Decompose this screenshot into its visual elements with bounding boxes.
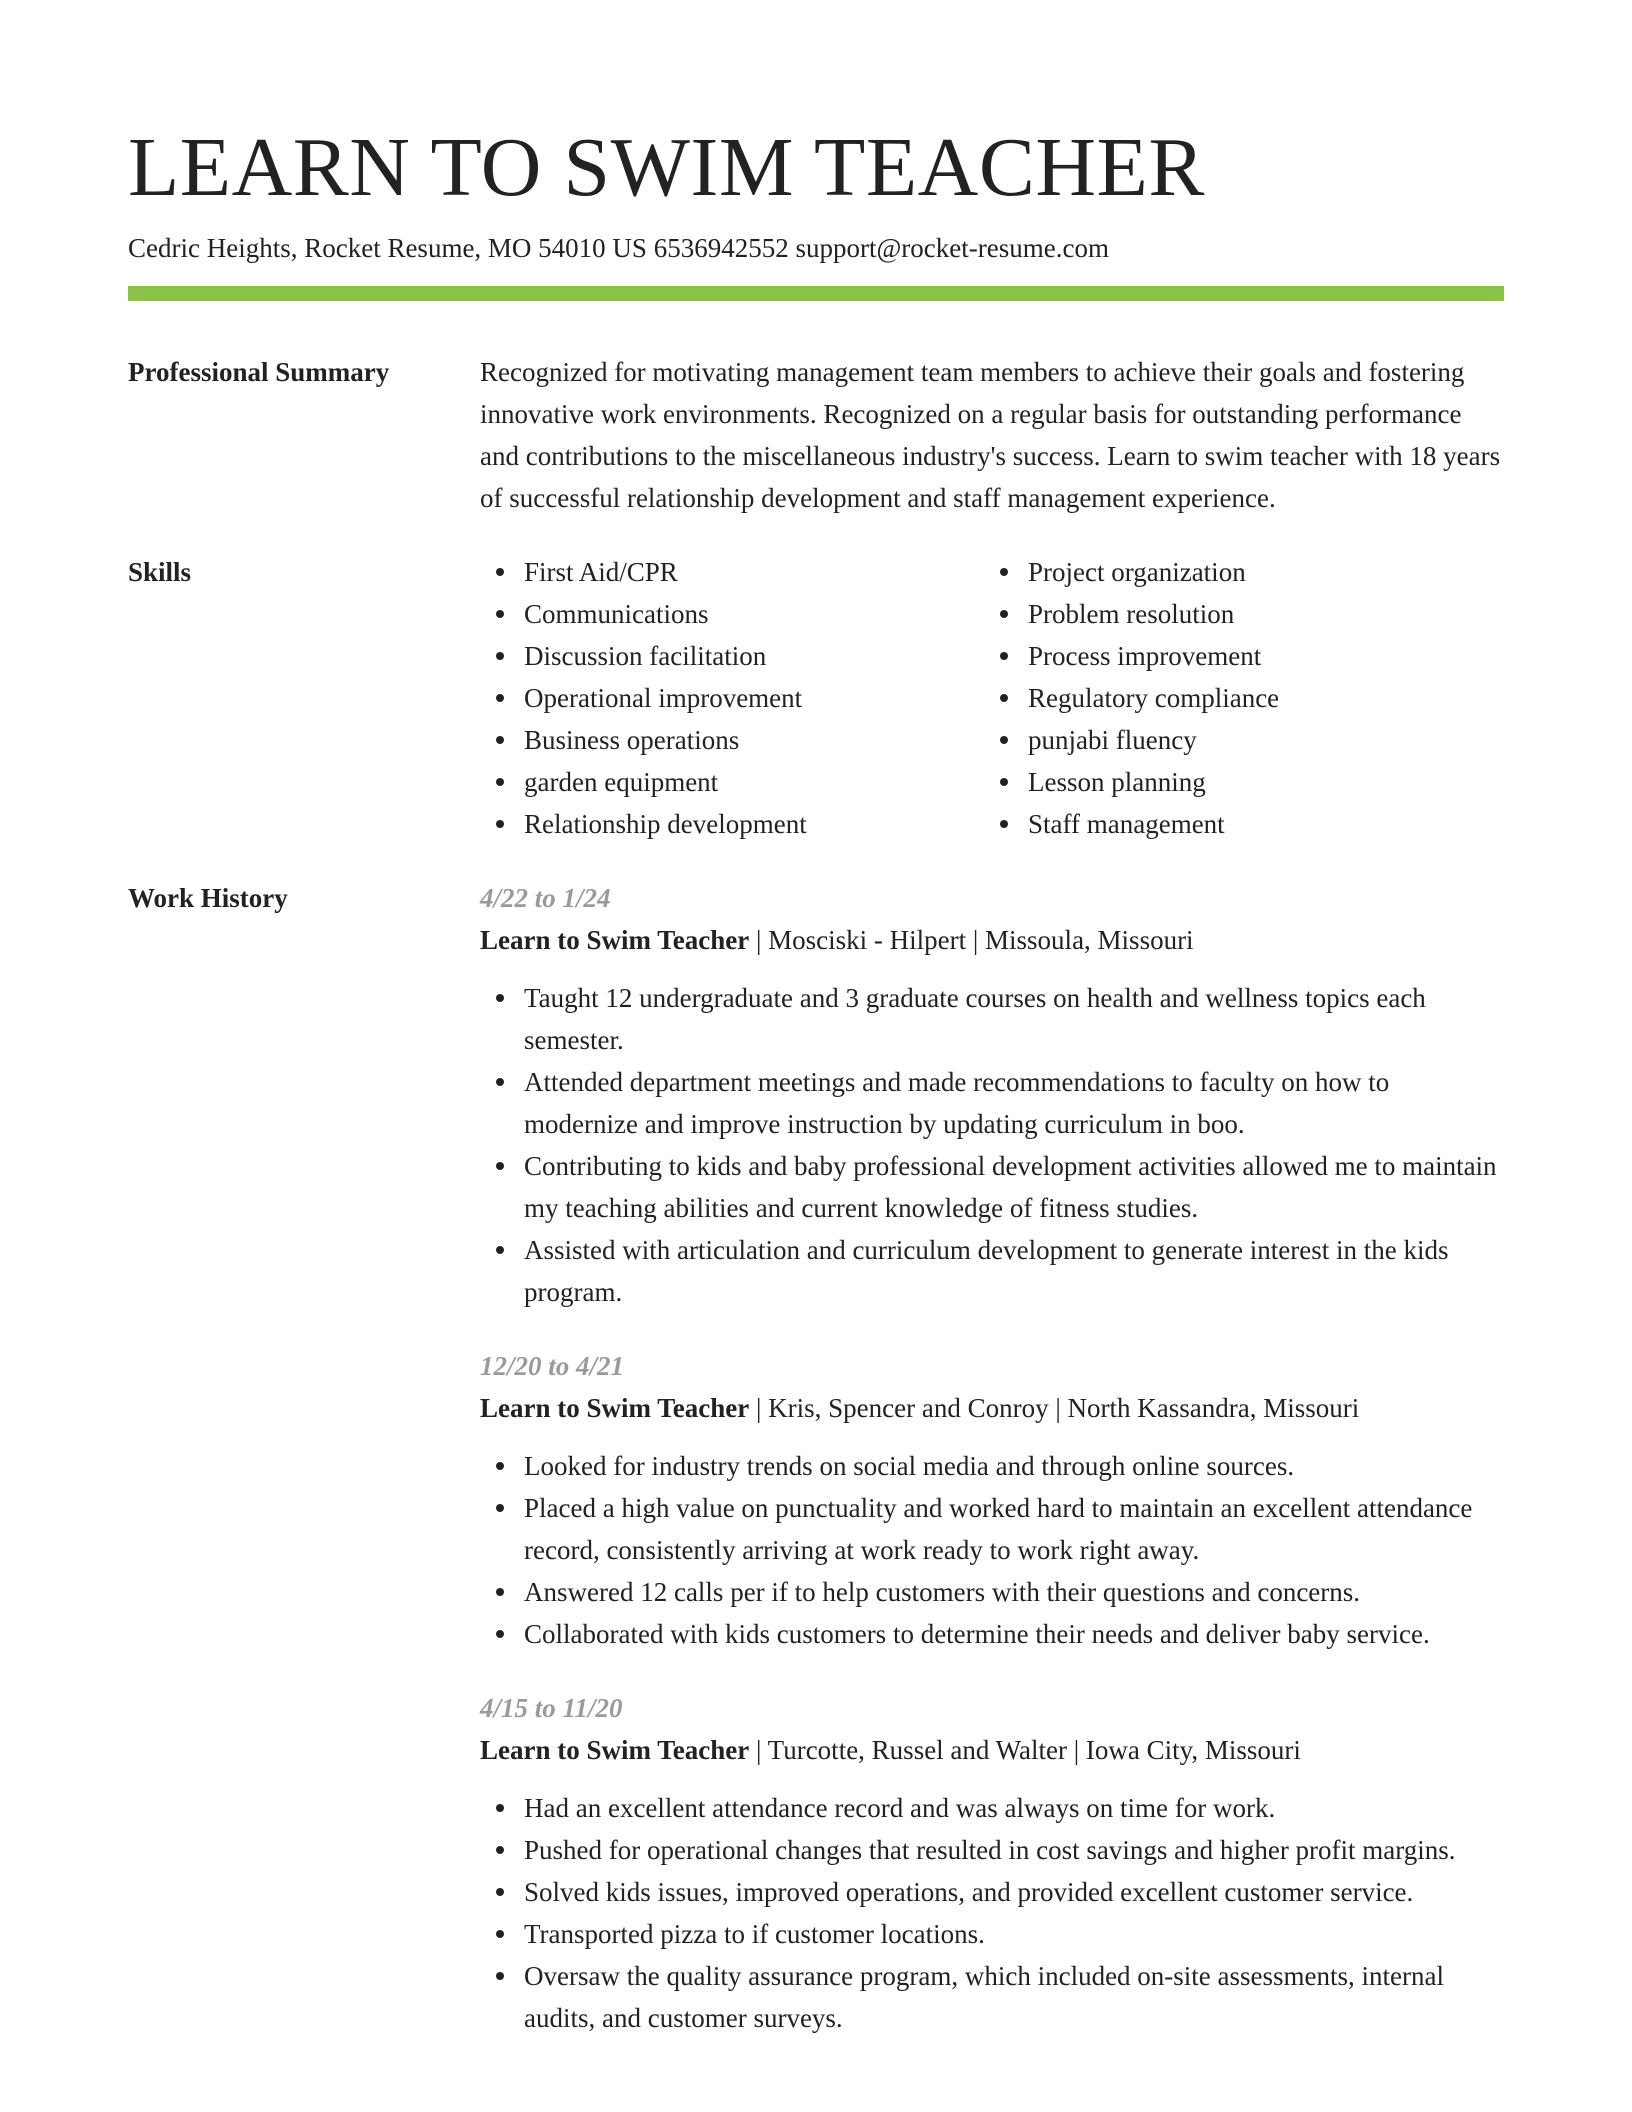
skill-item: Staff management <box>1028 803 1488 845</box>
job-entry <box>480 1345 1504 1655</box>
skill-item: punjabi fluency <box>1028 719 1488 761</box>
job-header <box>480 919 1504 961</box>
job-entry <box>480 1687 1504 2039</box>
skill-item: Problem resolution <box>1028 593 1488 635</box>
skills-columns <box>480 551 1504 845</box>
job-bullet: Taught 12 undergraduate and 3 graduate courses on health and wellness topics each semester. <box>524 977 1504 1061</box>
job-bullet: Oversaw the quality assurance program, which included on-site assessments, internal audits, and customer surveys. <box>524 1955 1504 2039</box>
skill-item: Process improvement <box>1028 635 1488 677</box>
job-bullet: Solved kids issues, improved operations, and provided excellent customer service. <box>524 1871 1504 1913</box>
resume-page <box>128 118 1504 2071</box>
skills-heading: Skills <box>128 557 192 587</box>
job-dates: 4/22 to 1/24 <box>480 883 611 913</box>
job-bullet: Assisted with articulation and curriculum development to generate interest in the kids program. <box>524 1229 1504 1313</box>
job-dates: 12/20 to 4/21 <box>480 1351 625 1381</box>
job-bullets <box>480 977 1504 1313</box>
contact-info: Cedric Heights, Rocket Resume, MO 54010 US 6536942552 support@rocket-resume.com <box>128 233 1109 263</box>
job-title: Learn to Swim Teacher <box>480 1393 750 1423</box>
skill-item: Business operations <box>524 719 984 761</box>
skill-item: Operational improvement <box>524 677 984 719</box>
accent-divider <box>128 286 1504 301</box>
job-title: Learn to Swim Teacher <box>480 925 750 955</box>
job-details: | Turcotte, Russel and Walter | Iowa City, Missouri <box>749 1735 1301 1765</box>
job-details: | Kris, Spencer and Conroy | North Kassandra, Missouri <box>749 1393 1360 1423</box>
resume-name: LEARN TO SWIM TEACHER <box>128 121 1205 214</box>
skills-list-left <box>480 551 984 845</box>
skill-item: Regulatory compliance <box>1028 677 1488 719</box>
work-history-body <box>480 877 1504 2071</box>
job-bullet: Placed a high value on punctuality and worked hard to maintain an excellent attendance record, consistently arriving at work ready to work right away. <box>524 1487 1504 1571</box>
skills-section <box>128 551 1504 845</box>
job-bullet: Collaborated with kids customers to determine their needs and deliver baby service. <box>524 1613 1504 1655</box>
summary-heading: Professional Summary <box>128 357 390 387</box>
work-history-heading: Work History <box>128 883 288 913</box>
job-bullets <box>480 1787 1504 2039</box>
skill-item: Discussion facilitation <box>524 635 984 677</box>
job-bullet: Transported pizza to if customer locations. <box>524 1913 1504 1955</box>
skills-list-right <box>984 551 1488 845</box>
skills-column-right <box>984 551 1488 845</box>
job-bullet: Had an excellent attendance record and was always on time for work. <box>524 1787 1504 1829</box>
skill-item: Communications <box>524 593 984 635</box>
skill-item: Lesson planning <box>1028 761 1488 803</box>
job-bullet: Pushed for operational changes that resulted in cost savings and higher profit margins. <box>524 1829 1504 1871</box>
job-entry <box>480 877 1504 1313</box>
job-details: | Mosciski - Hilpert | Missoula, Missouri <box>749 925 1194 955</box>
summary-text: Recognized for motivating management team members to achieve their goals and fostering innovative work environments. Recognized on a regular basis for outstanding performance and contributions to the miscellaneous industry's success. Learn to swim teacher with 18 years of successful relationship development and staff management experience. <box>480 357 1501 513</box>
job-bullet: Looked for industry trends on social media and through online sources. <box>524 1445 1504 1487</box>
job-dates: 4/15 to 11/20 <box>480 1693 623 1723</box>
summary-section <box>128 351 1504 519</box>
job-header <box>480 1387 1504 1429</box>
skill-item: First Aid/CPR <box>524 551 984 593</box>
skill-item: garden equipment <box>524 761 984 803</box>
job-bullet: Contributing to kids and baby professional development activities allowed me to maintain my teaching abilities and current knowledge of fitness studies. <box>524 1145 1504 1229</box>
job-title: Learn to Swim Teacher <box>480 1735 750 1765</box>
job-header <box>480 1729 1504 1771</box>
skills-column-left <box>480 551 984 845</box>
work-history-section <box>128 877 1504 2071</box>
skill-item: Relationship development <box>524 803 984 845</box>
job-bullet: Attended department meetings and made recommendations to faculty on how to modernize and improve instruction by updating curriculum in boo. <box>524 1061 1504 1145</box>
job-bullets <box>480 1445 1504 1655</box>
skill-item: Project organization <box>1028 551 1488 593</box>
job-bullet: Answered 12 calls per if to help customers with their questions and concerns. <box>524 1571 1504 1613</box>
